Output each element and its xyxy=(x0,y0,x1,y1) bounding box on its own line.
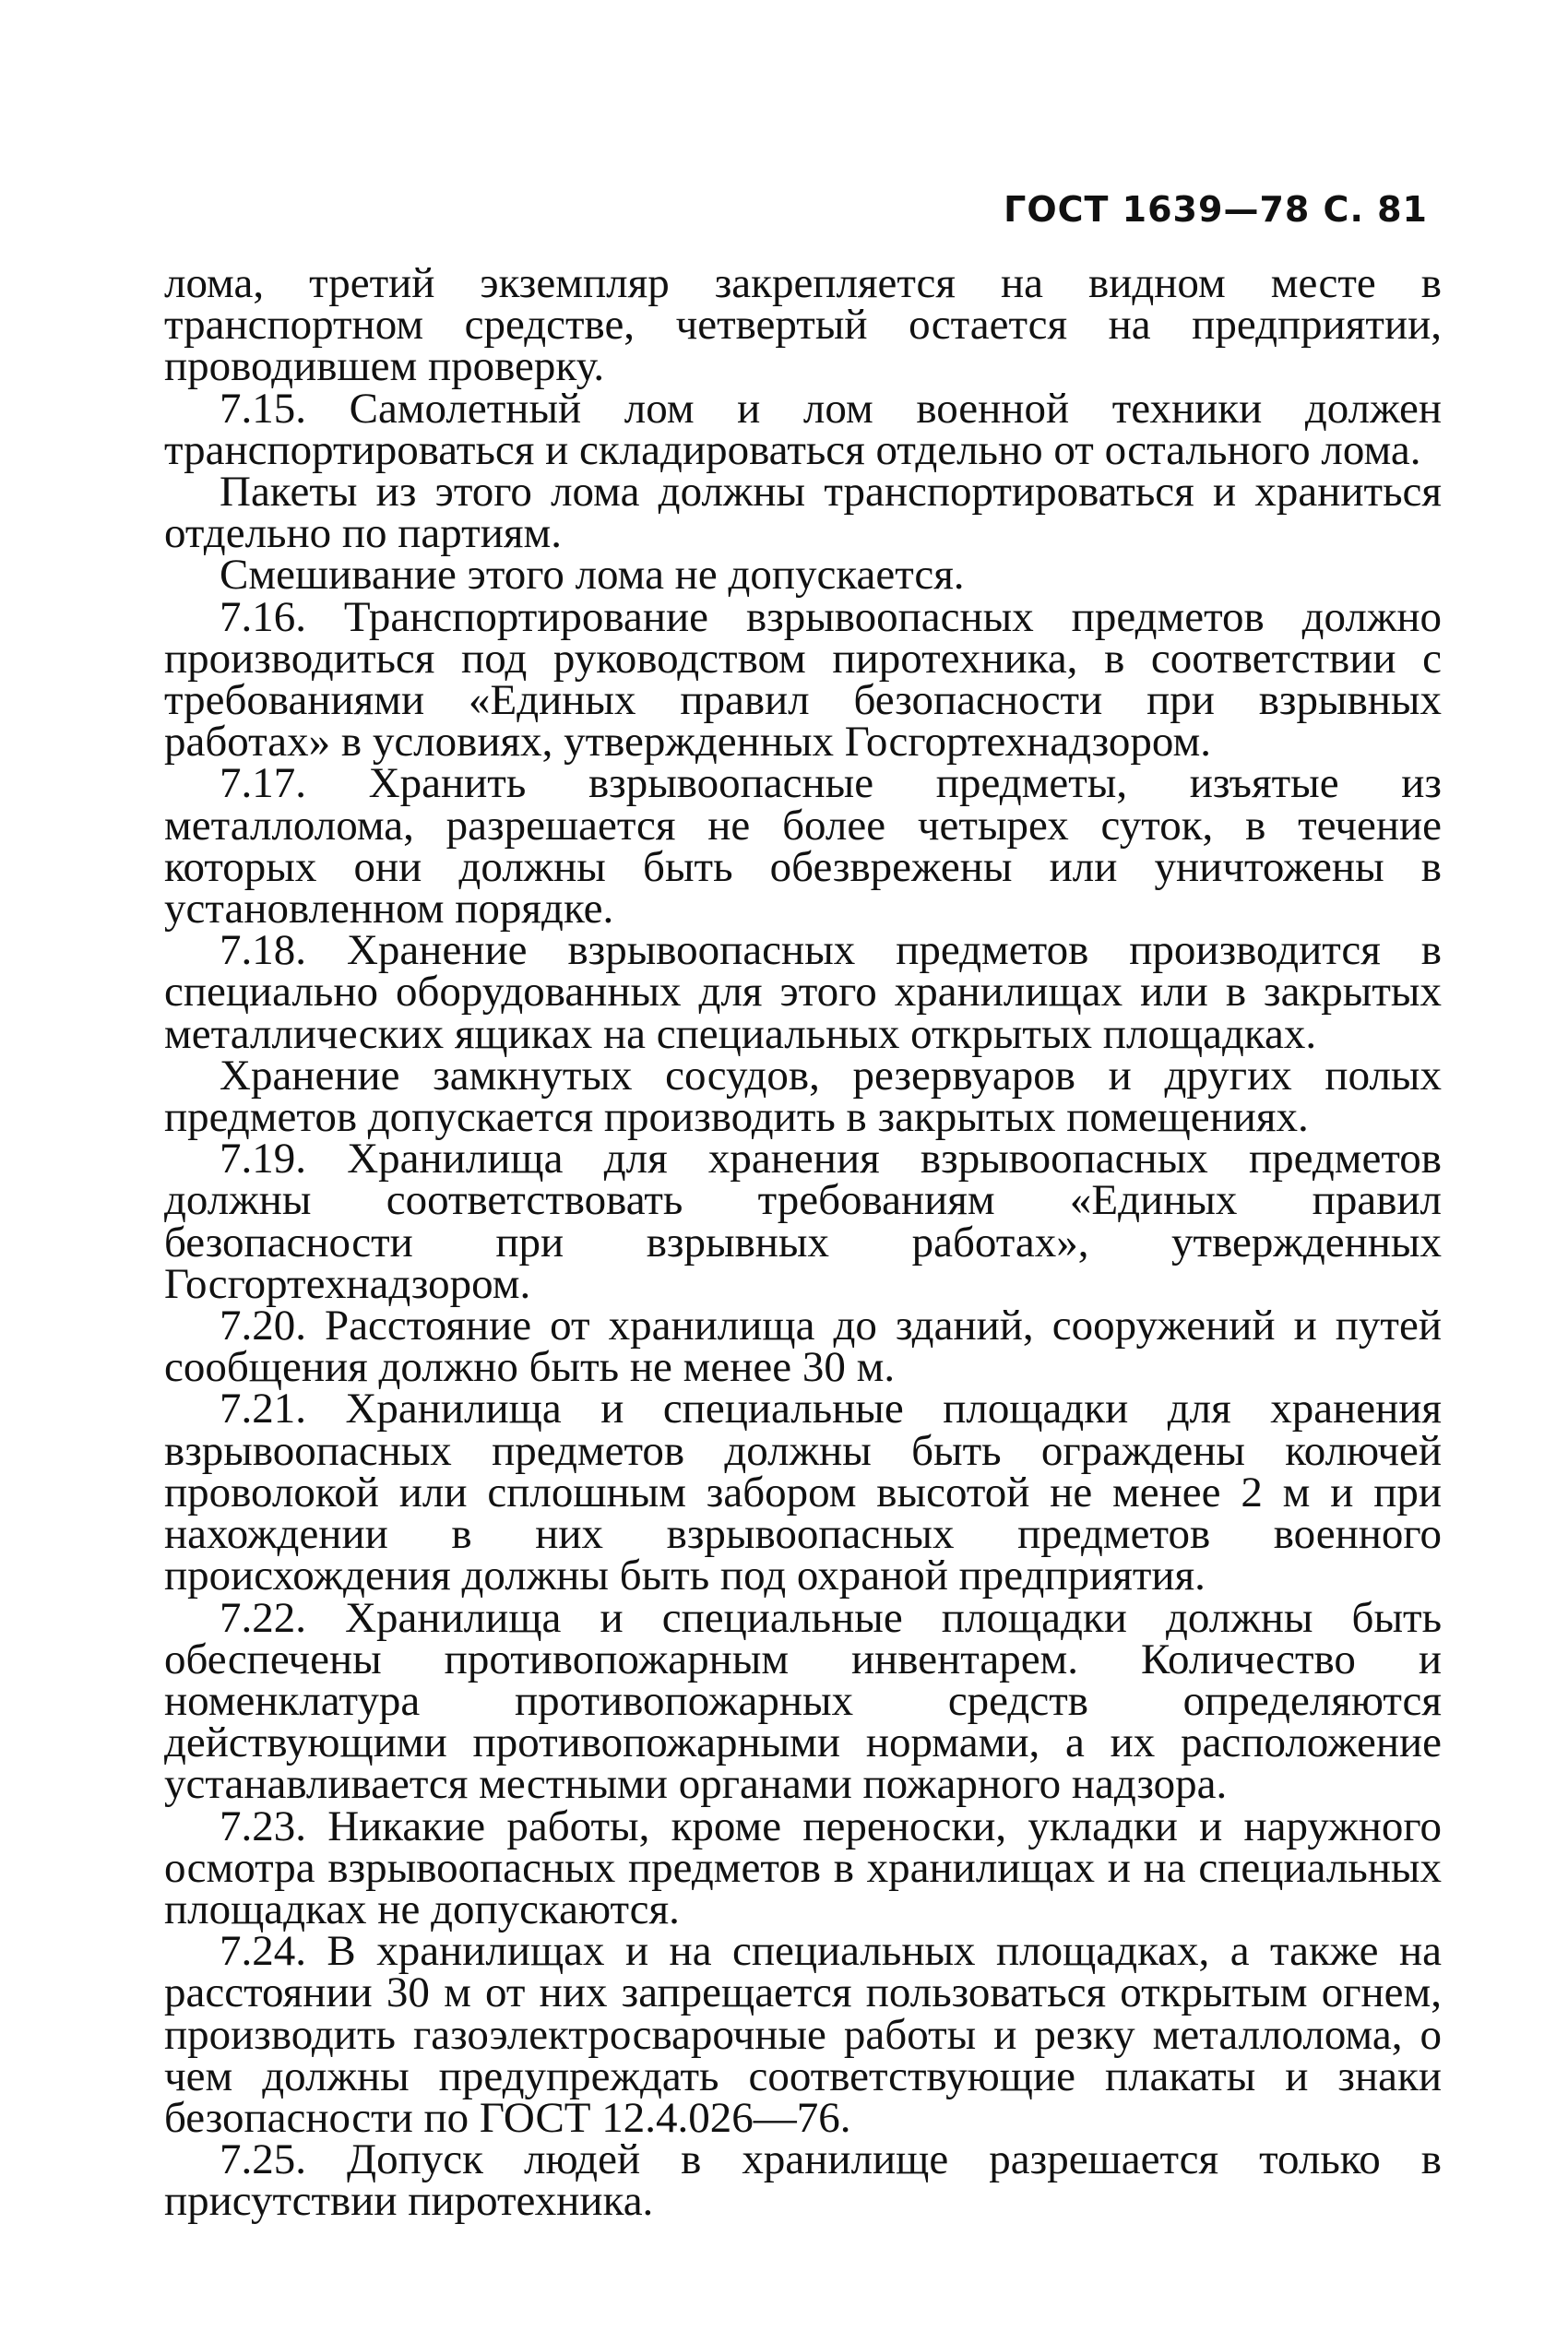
paragraph-7-19: 7.19. Хранилища для хранения взрывоопасных предметов должны соответствовать требованиям «Единых правил безопасности при взрывных работах», утвержденных Госгортехнадзором. xyxy=(164,1135,1442,1308)
body-text xyxy=(164,259,1442,2226)
paragraph-7-17: 7.17. Хранить взрывоопасные предметы, изъятые из металлолома, разрешается не более четырех суток, в течение которых они должны быть обезврежены или уничтожены в установленном порядке. xyxy=(164,759,1442,934)
running-head: ГОСТ 1639—78 С. 81 xyxy=(1004,189,1428,230)
paragraph-7-20: 7.20. Расстояние от хранилища до зданий, сооружений и путей сообщения должно быть не менее 30 м. xyxy=(164,1302,1442,1392)
paragraph-7-15-mixing: Смешивание этого лома не допускается. xyxy=(220,551,965,600)
paragraph-7-21: 7.21. Хранилища и специальные площадки для хранения взрывоопасных предметов должны быть ограждены колючей проволокой или сплошным забором высотой не менее 2 м и при нахождении в них взрывоопасных предметов военного происхождения должны быть под охраной предприятия. xyxy=(164,1385,1442,1600)
paragraph-7-15: 7.15. Самолетный лом и лом военной техники должен транспортироваться и складироваться отдельно от остального лома. xyxy=(164,384,1442,474)
paragraph-continuation: лома, третий экземпляр закрепляется на видном месте в транспортном средстве, четвертый остается на предприятии, проводившем проверку. xyxy=(164,259,1442,391)
paragraph-7-15-packages: Пакеты из этого лома должны транспортироваться и храниться отдельно по партиям. xyxy=(164,468,1442,558)
paragraph-7-16: 7.16. Транспортирование взрывоопасных предметов должно производиться под руководством пиротехника, в соответствии с требованиями «Единых правил безопасности при взрывных работах» в условиях, утвержденных Госгортехнадзором. xyxy=(164,592,1442,767)
paragraph-7-22: 7.22. Хранилища и специальные площадки должны быть обеспечены противопожарным инвентарем. Количество и номенклатура противопожарных средств определяются действующими противопожарными нормами, а их расположение устанавливается местными органами пожарного надзора. xyxy=(164,1593,1442,1809)
paragraph-7-23: 7.23. Никакие работы, кроме переноски, укладки и наружного осмотра взрывоопасных предметов в хранилищах и на специальных площадках не допускаются. xyxy=(164,1802,1442,1933)
paragraph-7-24: 7.24. В хранилищах и на специальных площадках, а также на расстоянии 30 м от них запрещается пользоваться открытым огнем, производить газоэлектросварочные работы и резку металлолома, о чем должны предупреждать соответствующие плакаты и знаки безопасности по ГОСТ 12.4.026—76. xyxy=(164,1927,1442,2142)
paragraph-7-18-closed-vessels: Хранение замкнутых сосудов, резервуаров и других полых предметов допускается производить в закрытых помещениях. xyxy=(164,1051,1442,1142)
paragraph-7-18: 7.18. Хранение взрывоопасных предметов производится в специально оборудованных для этого хранилищах или в закрытых металлических ящиках на специальных открытых площадках. xyxy=(164,926,1442,1058)
paragraph-7-25: 7.25. Допуск людей в хранилище разрешается только в присутствии пиротехника. xyxy=(164,2135,1442,2226)
